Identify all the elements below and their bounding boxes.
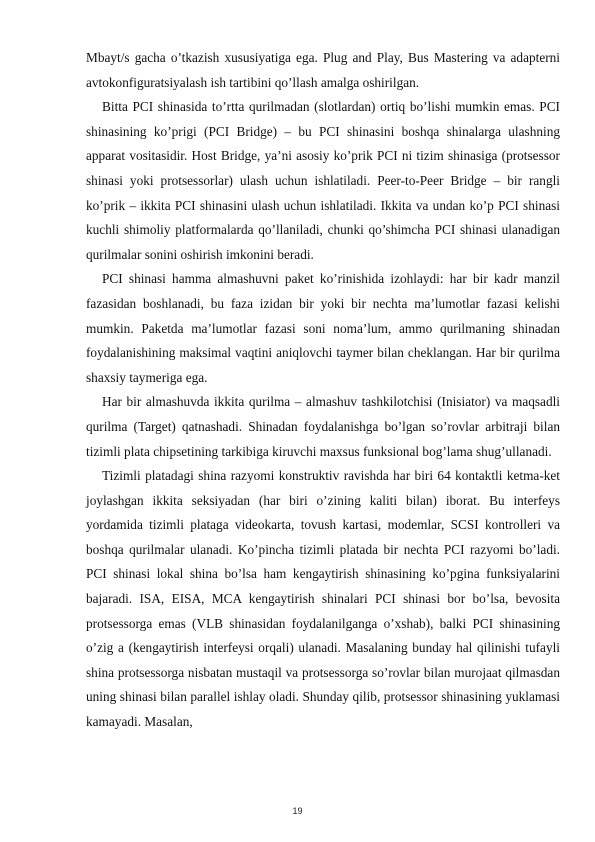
- paragraph-2: Bitta PCI shinasida to’rtta qurilmadan (slotlardan) ortiq bo’lishi mumkin emas. PCI shinasining ko’prigi (PCI Bridge) – bu PCI shinasini boshqa shinalarga ulashning apparat vositasidir. Host Bridge, ya’ni asosiy ko’prik PCI ni tizim shinasiga (protsessor shinasi yoki protsessorlar) ulash uchun ishlatiladi. Peer-to-Peer Bridge – bir rangli ko’prik – ikkita PCI shinasini ulash uchun ishlatiladi. Ikkita va undan ko’p PCI shinasi kuchli shimoliy platformalarda qo’llaniladi, chunki qo’shimcha PCI shinasi ulanadigan qurilmalar sonini oshirish imkonini beradi.: [86, 99, 560, 262]
- paragraph-3: PCI shinasi hamma almashuvni paket ko’rinishida izohlaydi: har bir kadr manzil fazasidan boshlanadi, bu faza izidan bir yoki bir nechta ma’lumotlar fazasi kelishi mumkin. Paketda ma’lumotlar fazasi soni noma’lum, ammo qurilmaning shinadan foydalanishining maksimal vaqtini aniqlovchi taymer bilan cheklangan. Har bir qurilma shaxsiy taymeriga ega.: [86, 271, 560, 385]
- document-page: [86, 46, 560, 735]
- paragraph-4: Har bir almashuvda ikkita qurilma – almashuv tashkilotchisi (Inisiator) va maqsadli qurilma (Target) qatnashadi. Shinadan foydalanishga bo’lgan so’rovlar arbitraji bilan tizimli plata chipsetining tarkibiga kiruvchi maxsus funksional bog’lama shug’ullanadi.: [86, 394, 560, 459]
- page-number: 19: [292, 806, 303, 816]
- paragraph-1: Mbayt/s gacha o’tkazish xususiyatiga ega. Plug and Play, Bus Mastering va adapterni avtokonfiguratsiyalash ish tartibini qo’llash amalga oshirilgan.: [86, 50, 560, 90]
- paragraph-5: Tizimli platadagi shina razyomi konstruktiv ravishda har biri 64 kontaktli ketma-ket joylashgan ikkita seksiyadan (har biri o’zining kaliti bilan) iborat. Bu interfeys yordamida tizimli plataga videokarta, tovush kartasi, modemlar, SCSI kontrolleri va boshqa qurilmalar ulanadi. Ko’pincha tizimli platada bir nechta PCI razyomi bo’ladi. PCI shinasi lokal shina bo’lsa ham kengaytirish shinasining ko’pgina funksiyalarini bajaradi. ISA, EISA, MCA kengaytirish shinalari PCI shinasi bor bo’lsa, bevosita protsessorga emas (VLB shinasidan foydalanilganga o’xshab), balki PCI shinasining o’zig a (kengaytirish interfeysi orqali) ulanadi. Masalaning bunday hal qilinishi tufayli shina protsessorga nisbatan mustaqil va protsessorga so’rovlar bilan murojaat qilmasdan uning shinasi bilan parallel ishlay oladi. Shunday qilib, protsessor shinasining yuklamasi kamayadi. Masalan,: [86, 468, 560, 730]
